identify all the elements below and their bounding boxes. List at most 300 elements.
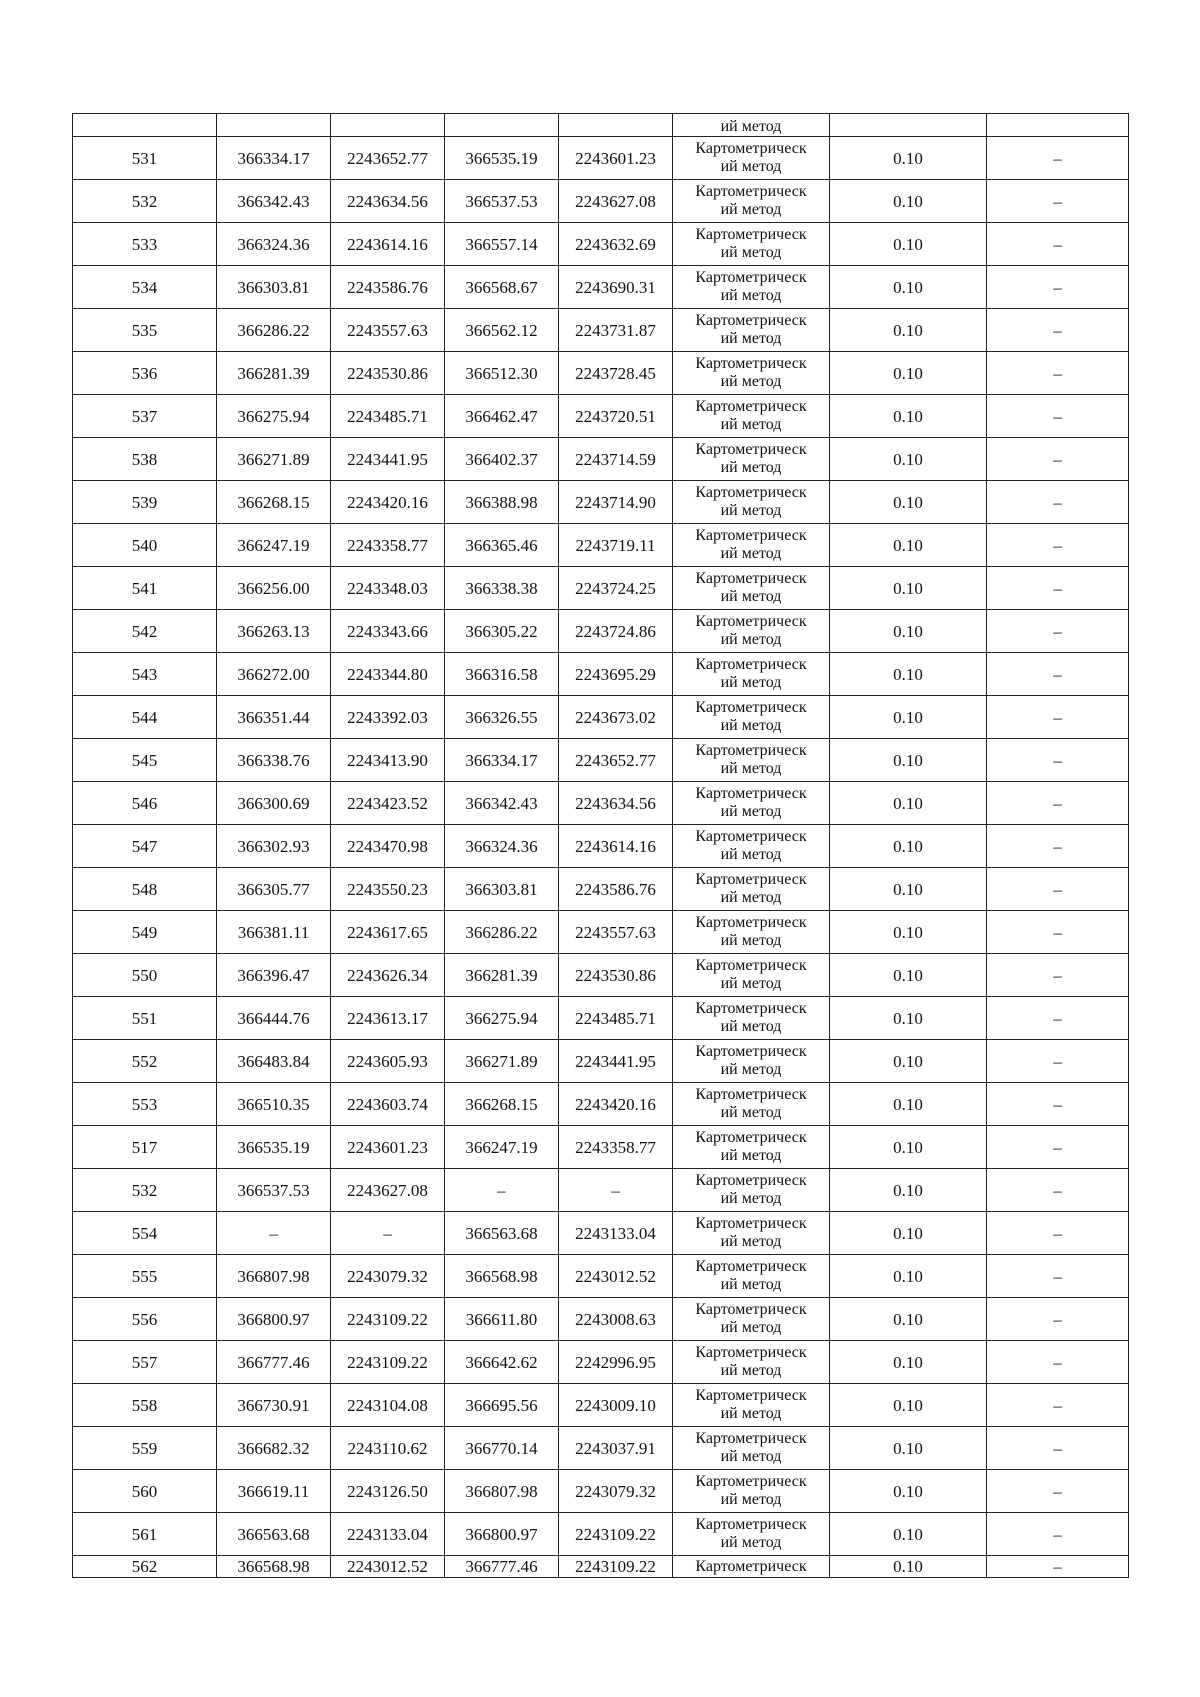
table-row	[73, 1341, 1129, 1384]
cell-accuracy: 0.10	[830, 1298, 987, 1341]
cell-accuracy: 0.10	[830, 997, 987, 1040]
cell-y-coordinate-1: 2243348.03	[331, 567, 445, 610]
cell-description: –	[987, 1126, 1129, 1169]
cell-x-coordinate-2: –	[445, 1169, 559, 1212]
cell-y-coordinate-1: 2243343.66	[331, 610, 445, 653]
coordinates-table	[72, 113, 1129, 1578]
cell-method	[673, 739, 830, 782]
method-line-1: Картометрическ	[695, 613, 807, 630]
table-row	[73, 1427, 1129, 1470]
cell-y-coordinate-1: 2243133.04	[331, 1513, 445, 1556]
cell-point-number: 562	[73, 1556, 217, 1578]
cell-x-coordinate-1: 366682.32	[217, 1427, 331, 1470]
cell-method	[673, 1212, 830, 1255]
cell-accuracy: 0.10	[830, 782, 987, 825]
cell-y-coordinate-1: 2243605.93	[331, 1040, 445, 1083]
cell-point-number: 532	[73, 180, 217, 223]
cell-y-coordinate-2: 2243441.95	[559, 1040, 673, 1083]
cell-accuracy: 0.10	[830, 266, 987, 309]
cell-point-number: 546	[73, 782, 217, 825]
method-line-1: Картометрическ	[695, 312, 807, 329]
cell-y-coordinate-2: 2243731.87	[559, 309, 673, 352]
cell-x-coordinate-2: 366365.46	[445, 524, 559, 567]
cell-y-coordinate-2: 2243720.51	[559, 395, 673, 438]
cell-x-coordinate-2: 366512.30	[445, 352, 559, 395]
cell-method	[673, 911, 830, 954]
method-line-2: ий метод	[720, 1190, 782, 1207]
cell-description: –	[987, 1427, 1129, 1470]
cell-x-coordinate-2: 366568.98	[445, 1255, 559, 1298]
table-row	[73, 438, 1129, 481]
cell-method: Картометрическ	[673, 1556, 830, 1578]
cell-x-coordinate-2: 366695.56	[445, 1384, 559, 1427]
cell-x-coordinate-1: 366286.22	[217, 309, 331, 352]
cell-x-coordinate-2: 366557.14	[445, 223, 559, 266]
method-line-2: ий метод	[720, 1018, 782, 1035]
cell-x-coordinate-1: 366256.00	[217, 567, 331, 610]
cell-accuracy: 0.10	[830, 1341, 987, 1384]
cell-y-coordinate-2: 2243530.86	[559, 954, 673, 997]
cell-point-number: 556	[73, 1298, 217, 1341]
table-row	[73, 1470, 1129, 1513]
cell-point-number: 545	[73, 739, 217, 782]
cell-description: –	[987, 1255, 1129, 1298]
cell-y-coordinate-1: 2243586.76	[331, 266, 445, 309]
cell-accuracy: 0.10	[830, 653, 987, 696]
method-line-2: ий метод	[720, 1104, 782, 1121]
table-row	[73, 1083, 1129, 1126]
table-row	[73, 395, 1129, 438]
table-row	[73, 954, 1129, 997]
cell-method	[673, 696, 830, 739]
method-line-2: ий метод	[720, 631, 782, 648]
method-line-2: ий метод	[720, 244, 782, 261]
table-row	[73, 868, 1129, 911]
table-row	[73, 180, 1129, 223]
method-line-2: ий метод	[720, 416, 782, 433]
method-line-1: Картометрическ	[695, 1000, 807, 1017]
method-line-2: ий метод	[720, 1319, 782, 1336]
cell-x-coordinate-1: 366444.76	[217, 997, 331, 1040]
cell-point-number: 533	[73, 223, 217, 266]
method-line-1: Картометрическ	[695, 1086, 807, 1103]
cell-x-coordinate-1: 366338.76	[217, 739, 331, 782]
cell-accuracy: 0.10	[830, 954, 987, 997]
cell-accuracy: 0.10	[830, 309, 987, 352]
cell-method	[673, 610, 830, 653]
cell-point-number: 534	[73, 266, 217, 309]
method-line-1: Картометрическ	[695, 1344, 807, 1361]
cell-y-coordinate-2: 2243719.11	[559, 524, 673, 567]
cell-y-coordinate-1: 2243012.52	[331, 1556, 445, 1578]
cell-empty	[217, 114, 331, 137]
method-line-2: ий метод	[720, 1491, 782, 1508]
cell-y-coordinate-2: 2243079.32	[559, 1470, 673, 1513]
cell-point-number: 538	[73, 438, 217, 481]
table-row	[73, 696, 1129, 739]
cell-y-coordinate-1: 2243344.80	[331, 653, 445, 696]
table-row	[73, 782, 1129, 825]
cell-y-coordinate-1: 2243613.17	[331, 997, 445, 1040]
method-line-1: Картометрическ	[695, 1258, 807, 1275]
method-line-2: ий метод	[720, 201, 782, 218]
cell-point-number: 531	[73, 137, 217, 180]
method-line-1: Картометрическ	[695, 484, 807, 501]
cell-description: –	[987, 1470, 1129, 1513]
cell-method	[673, 954, 830, 997]
cell-x-coordinate-1: 366300.69	[217, 782, 331, 825]
cell-y-coordinate-2: 2243724.25	[559, 567, 673, 610]
cell-y-coordinate-1: 2243550.23	[331, 868, 445, 911]
cell-accuracy: 0.10	[830, 223, 987, 266]
cell-y-coordinate-2: 2243601.23	[559, 137, 673, 180]
cell-y-coordinate-1: 2243126.50	[331, 1470, 445, 1513]
method-line-1: Картометрическ	[695, 570, 807, 587]
cell-x-coordinate-2: 366537.53	[445, 180, 559, 223]
cell-point-number: 517	[73, 1126, 217, 1169]
cell-method	[673, 1255, 830, 1298]
cell-point-number: 535	[73, 309, 217, 352]
cell-description: –	[987, 997, 1129, 1040]
cell-description: –	[987, 1040, 1129, 1083]
cell-description: –	[987, 696, 1129, 739]
cell-method	[673, 223, 830, 266]
cell-description: –	[987, 567, 1129, 610]
cell-x-coordinate-2: 366247.19	[445, 1126, 559, 1169]
cell-accuracy: 0.10	[830, 137, 987, 180]
cell-y-coordinate-1: 2243634.56	[331, 180, 445, 223]
cell-y-coordinate-2: 2243109.22	[559, 1556, 673, 1578]
cell-x-coordinate-2: 366303.81	[445, 868, 559, 911]
cell-x-coordinate-2: 366286.22	[445, 911, 559, 954]
cell-y-coordinate-1: 2243420.16	[331, 481, 445, 524]
cell-accuracy: 0.10	[830, 567, 987, 610]
cell-point-number: 561	[73, 1513, 217, 1556]
method-line-2: ий метод	[720, 1448, 782, 1465]
method-line-1: Картометрическ	[695, 742, 807, 759]
cell-x-coordinate-2: 366563.68	[445, 1212, 559, 1255]
cell-y-coordinate-1: 2243557.63	[331, 309, 445, 352]
cell-x-coordinate-2: 366770.14	[445, 1427, 559, 1470]
cell-empty	[331, 114, 445, 137]
cell-method	[673, 1427, 830, 1470]
cell-y-coordinate-2: 2243695.29	[559, 653, 673, 696]
cell-accuracy: 0.10	[830, 352, 987, 395]
cell-y-coordinate-1: 2243626.34	[331, 954, 445, 997]
cell-method	[673, 1384, 830, 1427]
cell-y-coordinate-1: 2243392.03	[331, 696, 445, 739]
cell-point-number: 552	[73, 1040, 217, 1083]
cell-x-coordinate-1: 366303.81	[217, 266, 331, 309]
method-line-2: ий метод	[720, 674, 782, 691]
cell-accuracy: 0.10	[830, 1212, 987, 1255]
cell-method	[673, 997, 830, 1040]
cell-method	[673, 567, 830, 610]
cell-method	[673, 395, 830, 438]
table-row	[73, 739, 1129, 782]
cell-accuracy: 0.10	[830, 1427, 987, 1470]
cell-accuracy: 0.10	[830, 610, 987, 653]
table-row-last	[73, 1556, 1129, 1578]
table-row	[73, 481, 1129, 524]
cell-point-number: 532	[73, 1169, 217, 1212]
cell-y-coordinate-1: 2243441.95	[331, 438, 445, 481]
cell-method	[673, 825, 830, 868]
method-line-2: ий метод	[720, 1534, 782, 1551]
cell-y-coordinate-2: –	[559, 1169, 673, 1212]
table-row	[73, 1212, 1129, 1255]
cell-description: –	[987, 352, 1129, 395]
cell-accuracy: 0.10	[830, 1126, 987, 1169]
cell-point-number: 544	[73, 696, 217, 739]
method-line-1: Картометрическ	[695, 1516, 807, 1533]
cell-y-coordinate-2: 2242996.95	[559, 1341, 673, 1384]
method-line-1: Картометрическ	[695, 355, 807, 372]
cell-description: –	[987, 524, 1129, 567]
cell-method	[673, 309, 830, 352]
cell-y-coordinate-1: 2243109.22	[331, 1298, 445, 1341]
cell-point-number: 555	[73, 1255, 217, 1298]
table-row	[73, 524, 1129, 567]
method-line-2: ий метод	[720, 330, 782, 347]
method-line-2: ий метод	[720, 502, 782, 519]
cell-y-coordinate-2: 2243358.77	[559, 1126, 673, 1169]
method-line-2: ий метод	[720, 1147, 782, 1164]
table-row	[73, 1384, 1129, 1427]
cell-x-coordinate-2: 366807.98	[445, 1470, 559, 1513]
method-line-1: Картометрическ	[695, 226, 807, 243]
cell-point-number: 539	[73, 481, 217, 524]
cell-x-coordinate-1: 366568.98	[217, 1556, 331, 1578]
cell-y-coordinate-1: 2243617.65	[331, 911, 445, 954]
cell-method	[673, 1298, 830, 1341]
method-line-1: Картометрическ	[695, 828, 807, 845]
cell-description: –	[987, 1212, 1129, 1255]
method-line-1: Картометрическ	[695, 1301, 807, 1318]
cell-description: –	[987, 223, 1129, 266]
cell-point-number: 551	[73, 997, 217, 1040]
cell-method	[673, 352, 830, 395]
cell-x-coordinate-2: 366305.22	[445, 610, 559, 653]
cell-y-coordinate-1: 2243104.08	[331, 1384, 445, 1427]
cell-x-coordinate-1: 366305.77	[217, 868, 331, 911]
cell-y-coordinate-1: 2243109.22	[331, 1341, 445, 1384]
cell-description: –	[987, 180, 1129, 223]
cell-empty	[987, 114, 1129, 137]
method-line-1: Картометрическ	[695, 527, 807, 544]
method-line-1: Картометрическ	[695, 183, 807, 200]
cell-method	[673, 1341, 830, 1384]
cell-description: –	[987, 1341, 1129, 1384]
method-line-1: Картометрическ	[695, 871, 807, 888]
method-line-2: ий метод	[720, 803, 782, 820]
cell-description: –	[987, 1169, 1129, 1212]
cell-accuracy: 0.10	[830, 1255, 987, 1298]
cell-empty	[830, 114, 987, 137]
cell-x-coordinate-1: 366342.43	[217, 180, 331, 223]
table-row	[73, 567, 1129, 610]
cell-method	[673, 868, 830, 911]
cell-description: –	[987, 782, 1129, 825]
cell-method	[673, 1513, 830, 1556]
table-row	[73, 997, 1129, 1040]
cell-y-coordinate-2: 2243009.10	[559, 1384, 673, 1427]
table-body	[73, 114, 1129, 1578]
cell-y-coordinate-2: 2243634.56	[559, 782, 673, 825]
cell-point-number: 549	[73, 911, 217, 954]
cell-y-coordinate-1: 2243530.86	[331, 352, 445, 395]
cell-point-number: 547	[73, 825, 217, 868]
cell-point-number: 548	[73, 868, 217, 911]
cell-method	[673, 266, 830, 309]
cell-method	[673, 1083, 830, 1126]
cell-method	[673, 653, 830, 696]
table-row	[73, 1298, 1129, 1341]
cell-y-coordinate-2: 2243627.08	[559, 180, 673, 223]
cell-y-coordinate-2: 2243690.31	[559, 266, 673, 309]
cell-x-coordinate-1: 366271.89	[217, 438, 331, 481]
cell-accuracy: 0.10	[830, 1083, 987, 1126]
cell-y-coordinate-2: 2243728.45	[559, 352, 673, 395]
cell-y-coordinate-2: 2243420.16	[559, 1083, 673, 1126]
cell-x-coordinate-2: 366275.94	[445, 997, 559, 1040]
method-line-1: Картометрическ	[695, 699, 807, 716]
cell-y-coordinate-2: 2243652.77	[559, 739, 673, 782]
cell-accuracy: 0.10	[830, 696, 987, 739]
cell-y-coordinate-2: 2243012.52	[559, 1255, 673, 1298]
cell-x-coordinate-2: 366642.62	[445, 1341, 559, 1384]
cell-x-coordinate-2: 366271.89	[445, 1040, 559, 1083]
cell-x-coordinate-2: 366462.47	[445, 395, 559, 438]
cell-method	[673, 438, 830, 481]
cell-x-coordinate-2: 366611.80	[445, 1298, 559, 1341]
method-line-1: Картометрическ	[695, 656, 807, 673]
cell-accuracy: 0.10	[830, 524, 987, 567]
method-line-2: ий метод	[720, 1362, 782, 1379]
cell-accuracy: 0.10	[830, 911, 987, 954]
cell-y-coordinate-1: 2243614.16	[331, 223, 445, 266]
cell-description: –	[987, 137, 1129, 180]
method-line-1: Картометрическ	[695, 1430, 807, 1447]
cell-point-number: 559	[73, 1427, 217, 1470]
cell-y-coordinate-2: 2243632.69	[559, 223, 673, 266]
method-line-1: Картометрическ	[695, 441, 807, 458]
cell-method	[673, 1169, 830, 1212]
cell-accuracy: 0.10	[830, 825, 987, 868]
cell-point-number: 537	[73, 395, 217, 438]
cell-accuracy: 0.10	[830, 868, 987, 911]
method-line-1: Картометрическ	[695, 1387, 807, 1404]
cell-y-coordinate-2: 2243724.86	[559, 610, 673, 653]
cell-description: –	[987, 1298, 1129, 1341]
cell-accuracy: 0.10	[830, 180, 987, 223]
cell-y-coordinate-1: 2243079.32	[331, 1255, 445, 1298]
cell-point-number: 541	[73, 567, 217, 610]
cell-x-coordinate-1: –	[217, 1212, 331, 1255]
cell-description: –	[987, 266, 1129, 309]
method-line-2: ий метод	[720, 1233, 782, 1250]
cell-x-coordinate-1: 366302.93	[217, 825, 331, 868]
cell-point-number: 540	[73, 524, 217, 567]
cell-description: –	[987, 309, 1129, 352]
cell-point-number: 554	[73, 1212, 217, 1255]
cell-accuracy: 0.10	[830, 395, 987, 438]
method-line-1: Картометрическ	[695, 1473, 807, 1490]
method-line-2: ий метод	[720, 846, 782, 863]
method-line-2: ий метод	[720, 1405, 782, 1422]
cell-point-number: 536	[73, 352, 217, 395]
cell-x-coordinate-1: 366272.00	[217, 653, 331, 696]
cell-y-coordinate-1: 2243603.74	[331, 1083, 445, 1126]
cell-x-coordinate-2: 366338.38	[445, 567, 559, 610]
cell-accuracy: 0.10	[830, 739, 987, 782]
method-line-2: ий метод	[720, 1276, 782, 1293]
cell-y-coordinate-1: 2243470.98	[331, 825, 445, 868]
cell-method-tail: ий метод	[673, 114, 830, 137]
table-row	[73, 911, 1129, 954]
cell-y-coordinate-1: 2243601.23	[331, 1126, 445, 1169]
cell-description: –	[987, 954, 1129, 997]
cell-y-coordinate-2: 2243109.22	[559, 1513, 673, 1556]
cell-y-coordinate-2: 2243614.16	[559, 825, 673, 868]
cell-y-coordinate-2: 2243037.91	[559, 1427, 673, 1470]
cell-description: –	[987, 395, 1129, 438]
cell-point-number: 558	[73, 1384, 217, 1427]
cell-x-coordinate-1: 366247.19	[217, 524, 331, 567]
table-row	[73, 1169, 1129, 1212]
cell-accuracy: 0.10	[830, 1556, 987, 1578]
cell-accuracy: 0.10	[830, 1169, 987, 1212]
method-line-1: Картометрическ	[695, 269, 807, 286]
cell-x-coordinate-2: 366326.55	[445, 696, 559, 739]
table-row	[73, 309, 1129, 352]
method-line-1: Картометрическ	[695, 785, 807, 802]
cell-accuracy: 0.10	[830, 1384, 987, 1427]
cell-empty	[445, 114, 559, 137]
table-row-continued	[73, 114, 1129, 137]
cell-y-coordinate-1: 2243485.71	[331, 395, 445, 438]
method-line-2: ий метод	[720, 588, 782, 605]
cell-x-coordinate-1: 366483.84	[217, 1040, 331, 1083]
table-row	[73, 610, 1129, 653]
cell-x-coordinate-1: 366334.17	[217, 137, 331, 180]
cell-description: –	[987, 1513, 1129, 1556]
table-row	[73, 1126, 1129, 1169]
cell-method	[673, 782, 830, 825]
cell-y-coordinate-2: 2243714.90	[559, 481, 673, 524]
cell-description: –	[987, 739, 1129, 782]
cell-y-coordinate-1: 2243413.90	[331, 739, 445, 782]
cell-description: –	[987, 481, 1129, 524]
cell-description: –	[987, 911, 1129, 954]
cell-y-coordinate-2: 2243133.04	[559, 1212, 673, 1255]
cell-x-coordinate-2: 366777.46	[445, 1556, 559, 1578]
table-row	[73, 653, 1129, 696]
table-row	[73, 266, 1129, 309]
method-line-2: ий метод	[720, 1061, 782, 1078]
cell-x-coordinate-1: 366800.97	[217, 1298, 331, 1341]
cell-x-coordinate-2: 366324.36	[445, 825, 559, 868]
cell-point-number: 553	[73, 1083, 217, 1126]
cell-y-coordinate-1: 2243110.62	[331, 1427, 445, 1470]
cell-accuracy: 0.10	[830, 1470, 987, 1513]
method-line-1: Картометрическ	[695, 914, 807, 931]
cell-description: –	[987, 1556, 1129, 1578]
cell-x-coordinate-2: 366334.17	[445, 739, 559, 782]
cell-x-coordinate-1: 366396.47	[217, 954, 331, 997]
cell-x-coordinate-1: 366351.44	[217, 696, 331, 739]
cell-accuracy: 0.10	[830, 1040, 987, 1083]
